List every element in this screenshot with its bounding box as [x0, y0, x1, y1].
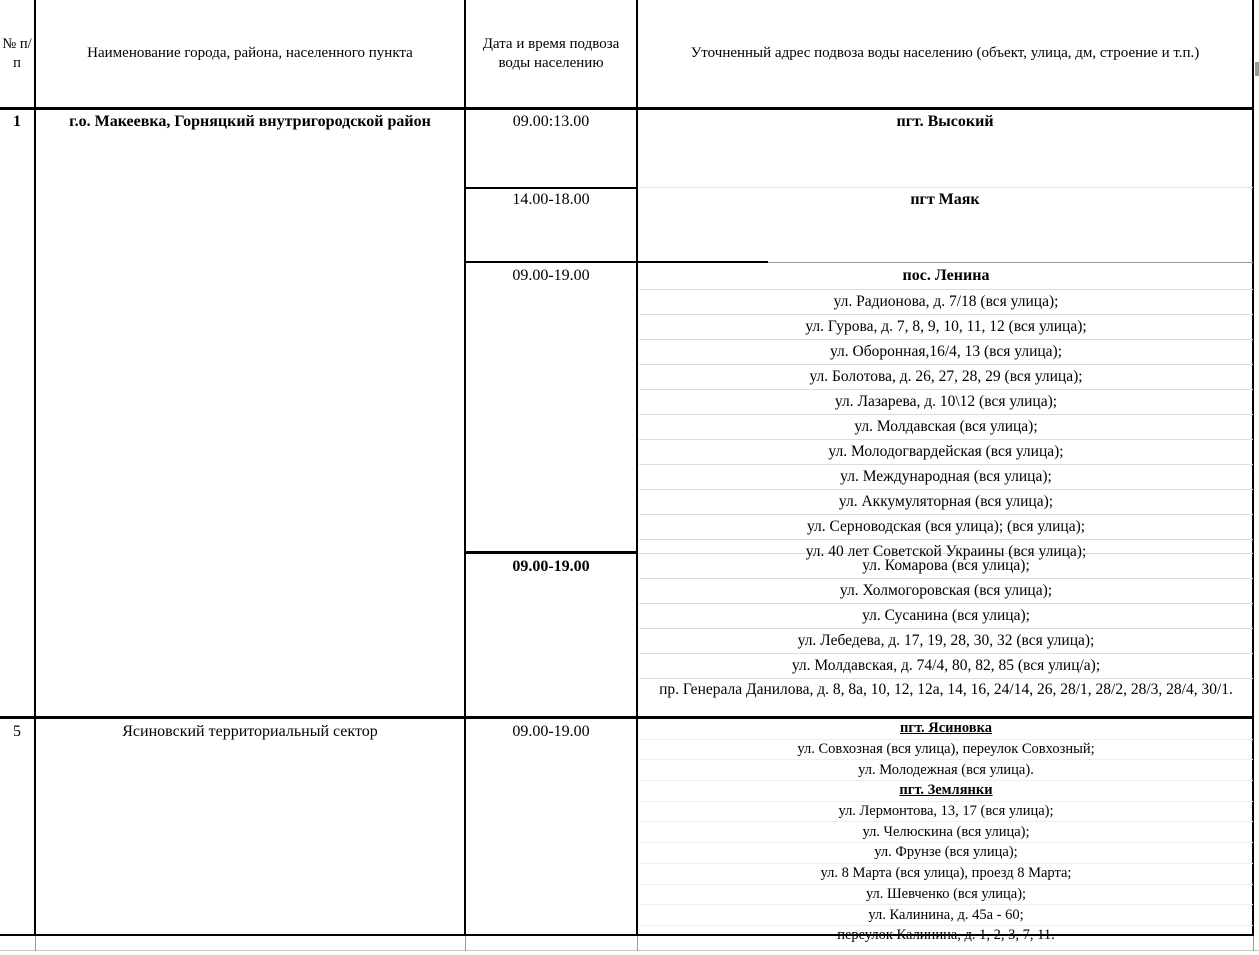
street-item: ул. Сусанина (вся улица);: [639, 604, 1253, 629]
header-bottom-border: [0, 107, 1254, 110]
time-cell-border: [464, 187, 638, 189]
street-item: ул. Калинина, д. 45а - 60;: [639, 905, 1253, 926]
row5-num: 5: [13, 723, 21, 740]
street-item: ул. Молодежная (вся улица).: [639, 760, 1253, 781]
street-item: ул. Лермонтова, 13, 17 (вся улица);: [639, 802, 1253, 823]
place-mayak: пгт Маяк: [910, 191, 980, 208]
street-item: ул. Радионова, д. 7/18 (вся улица);: [639, 290, 1253, 315]
street-item: ул. Международная (вся улица);: [639, 465, 1253, 490]
time-slot-4: 09.00-19.00: [512, 558, 590, 575]
street-item: ул. Шевченко (вся улица);: [639, 885, 1253, 906]
street-item: ул. Молдавская, д. 74/4, 80, 82, 85 (вся улиц/а);: [639, 654, 1253, 679]
scrollbar-thumb[interactable]: [1255, 62, 1259, 76]
grid-faint-vertical: [465, 936, 466, 951]
street-item: ул. Совхозная (вся улица), переулок Совхозный;: [639, 740, 1253, 761]
street-item: ул. Молдавская (вся улица);: [639, 415, 1253, 440]
col-header-num: № п/п: [2, 35, 32, 71]
time-cell-border: [464, 261, 638, 263]
street-item: ул. Фрунзе (вся улица);: [639, 843, 1253, 864]
street-item: ул. 40 лет Советской Украины (вся улица);: [805, 542, 1087, 560]
street-item: ул. Лазарева, д. 10\12 (вся улица);: [639, 390, 1253, 415]
place-yasinovka: пгт. Ясиновка: [639, 719, 1253, 740]
street-list-lenina: [639, 263, 1253, 563]
grid-faint-border: [0, 950, 1259, 951]
street-item: ул. Комарова (вся улица);: [639, 554, 1253, 579]
grid-faint-vertical: [637, 936, 638, 951]
row1-name: г.о. Макеевка, Горняцкий внутригородской район: [69, 113, 431, 130]
grid-faint-vertical: [1253, 936, 1254, 951]
street-item: пр. Генерала Данилова, д. 8, 8а, 10, 12, 12а, 14, 16, 24/14, 26, 28/1, 28/2, 28/3, 28/4, 30/1.: [659, 681, 1233, 698]
col-header-time: Дата и время подвоза воды населению: [482, 35, 620, 71]
time-slot-2: 14.00-18.00: [512, 191, 590, 208]
street-item: ул. Челюскина (вся улица);: [639, 822, 1253, 843]
street-item: ул. Холмогоровская (вся улица);: [639, 579, 1253, 604]
grid-faint-vertical: [35, 936, 36, 951]
row5-name: Ясиновский территориальный сектор: [122, 723, 378, 740]
street-item: ул. 8 Марта (вся улица), проезд 8 Марта;: [639, 864, 1253, 885]
street-item: ул. Аккумуляторная (вся улица);: [639, 490, 1253, 515]
place-lenina: пос. Ленина: [639, 263, 1253, 290]
time-slot-1: 09.00:13.00: [512, 113, 590, 130]
time-cell-border: [464, 551, 638, 554]
street-item: ул. Лебедева, д. 17, 19, 28, 30, 32 (вся улица);: [639, 629, 1253, 654]
street-item: ул. Серноводская (вся улица); (вся улица);: [639, 515, 1253, 540]
street-item: ул. Гурова, д. 7, 8, 9, 10, 11, 12 (вся улица);: [639, 315, 1253, 340]
street-item: ул. Молодогвардейская (вся улица);: [639, 440, 1253, 465]
row5-time: 09.00-19.00: [512, 723, 590, 740]
street-item: ул. Оборонная,16/4, 13 (вся улица);: [639, 340, 1253, 365]
row5-address-list: [639, 719, 1253, 946]
time-slot-3: 09.00-19.00: [512, 267, 590, 284]
address-cell-border-faint: [638, 187, 1253, 188]
col-header-address: Уточненный адрес подвоза воды населению (объект, улица, дм, строение и т.п.): [690, 45, 1200, 61]
row1-num: 1: [13, 113, 21, 130]
place-vysoky: пгт. Высокий: [896, 113, 994, 130]
col-header-name: Наименование города, района, населенного пункта: [87, 45, 413, 61]
street-list-slot4: [639, 554, 1253, 724]
street-item: переулок Калинина, д. 1, 2, 3, 7, 11.: [837, 927, 1055, 944]
place-zemlyanki: пгт. Землянки: [639, 781, 1253, 802]
street-item: ул. Болотова, д. 26, 27, 28, 29 (вся улица);: [639, 365, 1253, 390]
